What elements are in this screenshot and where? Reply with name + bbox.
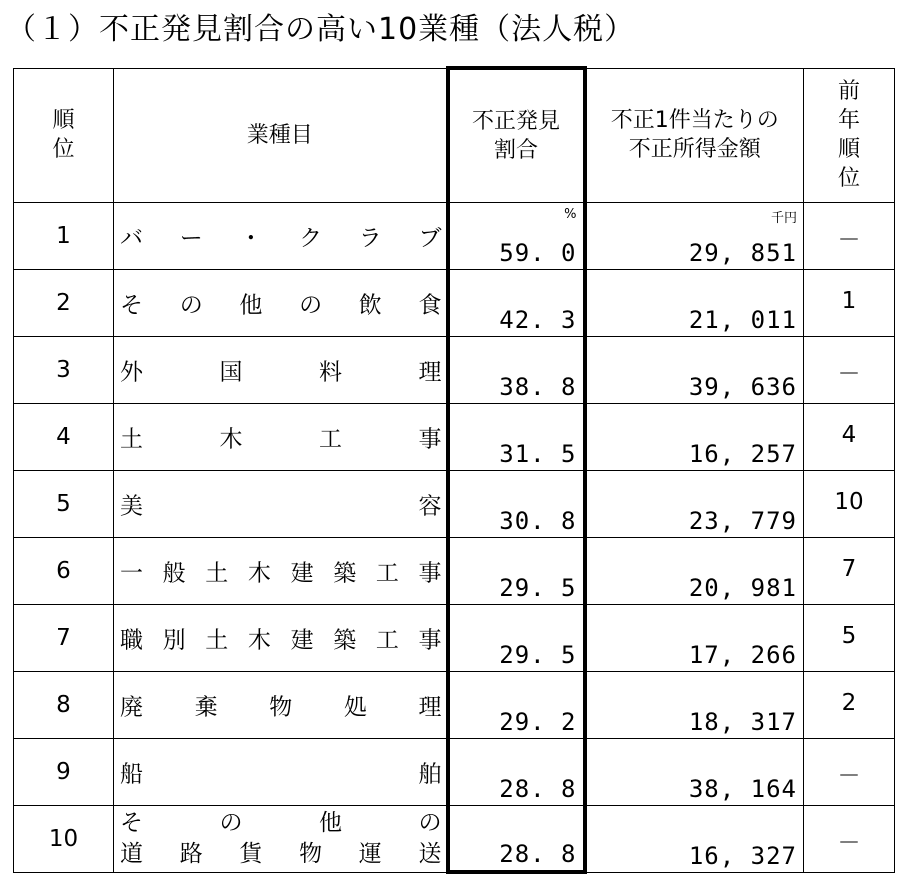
unit-percent-label: % [564, 206, 577, 222]
industry-cell: そ の 他 の 飲 食 [114, 269, 448, 336]
industry-table [13, 66, 894, 871]
industry-cell: そ の 他 の 道 路 貨 物 運 送 [114, 805, 448, 872]
ratio-cell: 42. 3 [448, 269, 585, 336]
header-ratio: 不正発見 割合 [448, 68, 585, 202]
prev-rank-cell: － [804, 336, 895, 403]
industry-cell: 一 般 土 木 建 築 工 事 [114, 537, 448, 604]
prev-rank-cell: － [804, 202, 895, 269]
prev-rank-cell: 4 [804, 403, 895, 470]
prev-rank-cell: － [804, 805, 895, 872]
table-row [14, 738, 895, 805]
page-title: （１）不正発見割合の高い10業種（法人税） [6, 12, 636, 47]
amount-cell: 38, 164 [585, 738, 804, 805]
prev-rank-cell: 7 [804, 537, 895, 604]
prev-rank-cell: － [804, 738, 895, 805]
rank-cell: 4 [14, 403, 114, 470]
ratio-cell: 29. 5 [448, 537, 585, 604]
prev-rank-cell: 1 [804, 269, 895, 336]
rank-cell: 9 [14, 738, 114, 805]
industry-cell: 職 別 土 木 建 築 工 事 [114, 604, 448, 671]
industry-cell: 外 国 料 理 [114, 336, 448, 403]
unit-thousand-yen-label: 千円 [770, 210, 797, 226]
amount-cell: 17, 266 [585, 604, 804, 671]
rank-cell: 2 [14, 269, 114, 336]
amount-cell: 23, 779 [585, 470, 804, 537]
ratio-cell: 30. 8 [448, 470, 585, 537]
ratio-cell: 38. 8 [448, 336, 585, 403]
rank-cell: 6 [14, 537, 114, 604]
table-row [14, 671, 895, 738]
table-row [14, 403, 895, 470]
amount-cell: 18, 317 [585, 671, 804, 738]
industry-cell: 美 容 [114, 470, 448, 537]
amount-cell: 16, 327 [585, 805, 804, 872]
header-industry: 業種目 [114, 68, 448, 202]
rank-cell: 10 [14, 805, 114, 872]
rank-cell: 3 [14, 336, 114, 403]
ratio-cell: 28. 8 [448, 738, 585, 805]
ratio-cell: 31. 5 [448, 403, 585, 470]
amount-cell: 21, 011 [585, 269, 804, 336]
industry-cell: 土 木 工 事 [114, 403, 448, 470]
rank-cell: 5 [14, 470, 114, 537]
prev-rank-cell: 10 [804, 470, 895, 537]
rank-cell: 8 [14, 671, 114, 738]
prev-rank-cell: 5 [804, 604, 895, 671]
rank-cell: 7 [14, 604, 114, 671]
prev-rank-cell: 2 [804, 671, 895, 738]
header-rank: 順 位 [14, 68, 114, 202]
header-prev-rank: 前 年 順 位 [804, 68, 895, 202]
table-row [14, 202, 895, 269]
amount-cell: 千円 29, 851 [585, 202, 804, 269]
table-row [14, 537, 895, 604]
table-row [14, 269, 895, 336]
table-row [14, 604, 895, 671]
industry-cell: 廃 棄 物 処 理 [114, 671, 448, 738]
amount-cell: 39, 636 [585, 336, 804, 403]
amount-cell: 16, 257 [585, 403, 804, 470]
ratio-cell: 29. 2 [448, 671, 585, 738]
industry-cell: バ ー ・ ク ラ ブ [114, 202, 448, 269]
rank-cell: 1 [14, 202, 114, 269]
ratio-cell: 28. 8 [448, 805, 585, 872]
table-row [14, 336, 895, 403]
table-row [14, 470, 895, 537]
amount-cell: 20, 981 [585, 537, 804, 604]
industry-cell: 船 舶 [114, 738, 448, 805]
table-row [14, 805, 895, 872]
ratio-cell: 29. 5 [448, 604, 585, 671]
header-amount: 不正1件当たりの 不正所得金額 [585, 68, 804, 202]
header-row [14, 68, 895, 202]
ratio-cell: % 59. 0 [448, 202, 585, 269]
